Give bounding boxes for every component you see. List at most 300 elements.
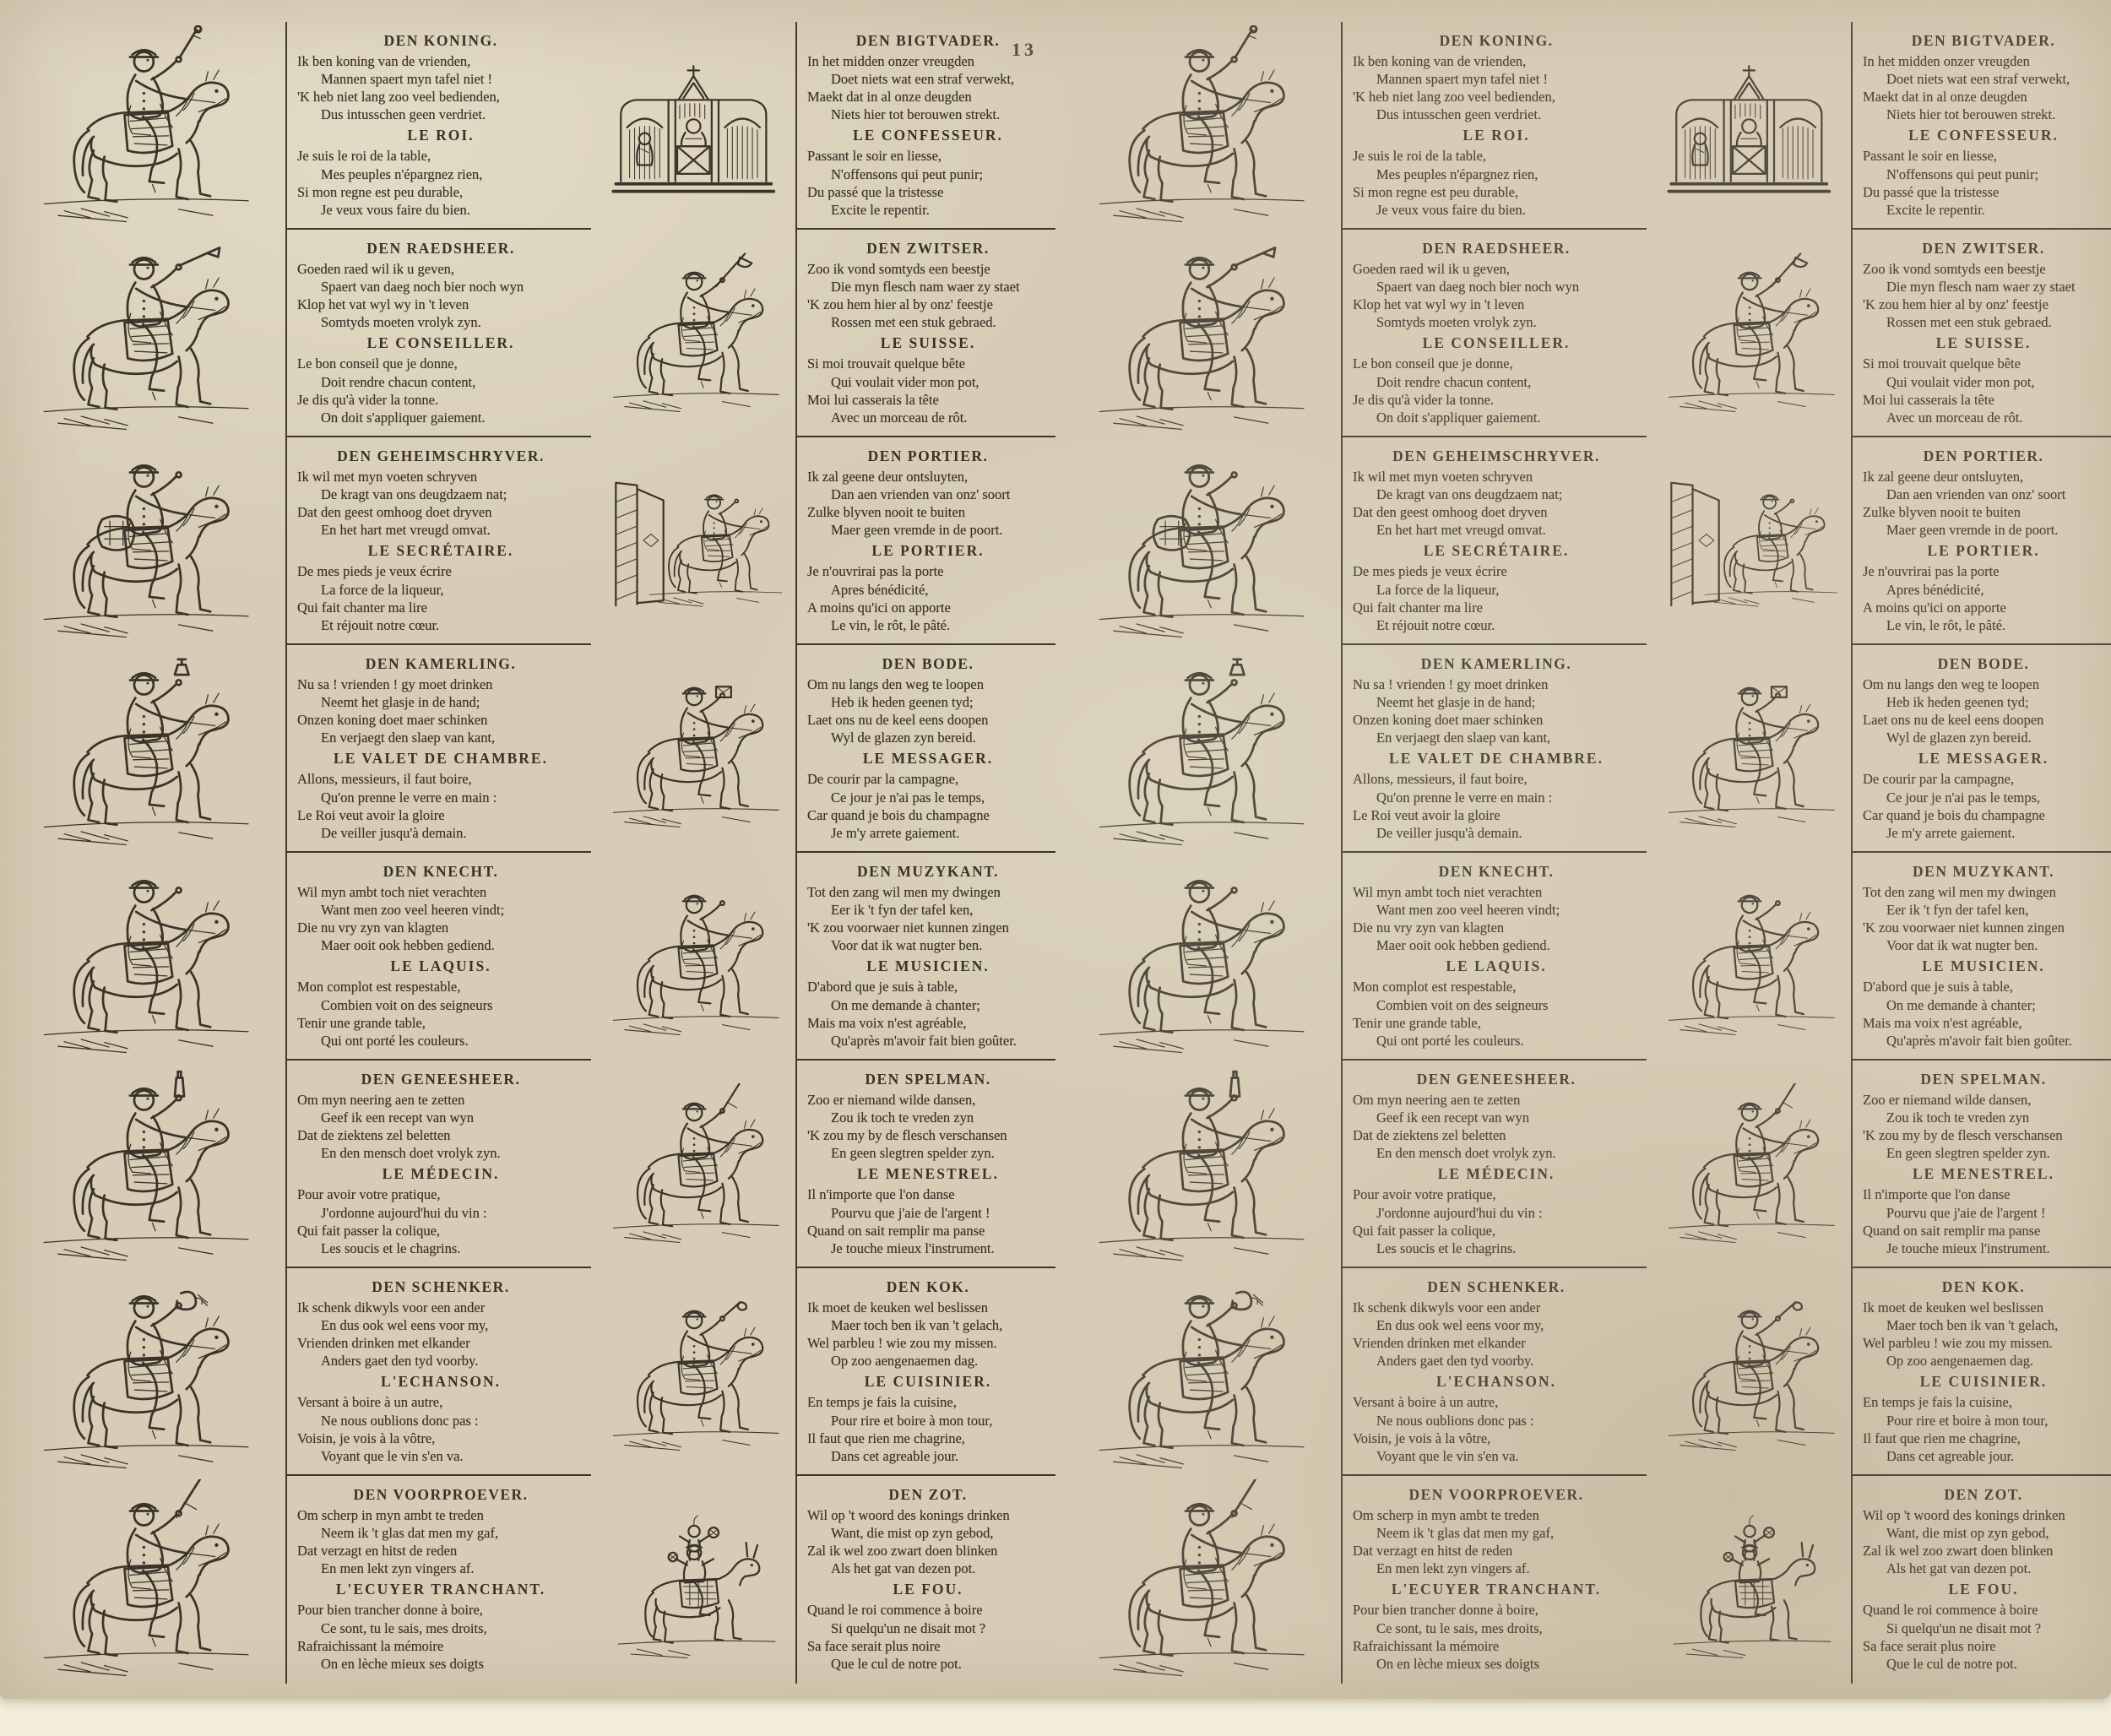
dutch-verse-line: Zou ik toch te vreden zyn: [1886, 1109, 2030, 1126]
dutch-verse-line: Dat verzagt en hitst de reden: [1353, 1543, 1513, 1560]
french-verse-line: Qu'on prenne le verre en main :: [321, 789, 497, 806]
dutch-verse-line: Anders gaet den tyd voorby.: [1376, 1353, 1534, 1370]
french-verse-line: Le bon conseil que je donne,: [1353, 355, 1513, 372]
dutch-title: DEN KAMERLING.: [365, 655, 517, 672]
dutch-verse-line: Ik schenk dikwyls voor een ander: [1353, 1299, 1541, 1316]
french-title: LE CONSEILLER.: [366, 334, 515, 352]
dutch-verse-line: En het hart met vreugd omvat.: [321, 522, 491, 539]
french-title: LE MESSAGER.: [862, 750, 994, 768]
french-verse-line: Je dis qu'à vider la tonne.: [1353, 391, 1495, 408]
french-verse-line: Pour rire et boire à mon tour,: [831, 1412, 993, 1429]
french-verse-line: On doit s'appliquer gaiement.: [321, 409, 486, 426]
french-verse-line: On me demande à chanter;: [831, 996, 980, 1013]
figure-counsellor-on-horseback: [0, 230, 285, 437]
french-verse-line: De veiller jusqu'à demain.: [321, 824, 467, 841]
french-verse-line: Qui fait passer la colique,: [1353, 1222, 1496, 1239]
dutch-title: DEN GEHEIMSCHRYVER.: [337, 448, 545, 464]
impression-right: [1056, 0, 2111, 1699]
french-verse-line: Quand le roi commence à boire: [807, 1602, 983, 1619]
verse-block-den-zwitser: [795, 230, 1056, 437]
dutch-title: DEN BIGTVADER.: [1911, 32, 2056, 49]
dutch-verse-line: Dat verzagt en hitst de reden: [297, 1543, 458, 1560]
french-verse-line: Si quelqu'un ne disait mot ?: [831, 1619, 986, 1636]
dutch-verse-line: En verjaegt den slaep van kant,: [321, 730, 496, 746]
french-verse-line: Car quand je bois du champagne: [807, 806, 990, 823]
french-verse-line: Pourvu que j'aie de l'argent !: [1886, 1204, 2046, 1221]
french-verse-line: D'abord que je suis à table,: [1863, 979, 2014, 995]
figure-messenger-on-horseback: [1647, 645, 1851, 853]
french-verse-line: Ce sont, tu le sais, mes droits,: [321, 1619, 487, 1636]
dutch-verse-line: Voor dat ik wat nugter ben.: [1886, 937, 2038, 954]
french-verse-line: Apres bénédicité,: [831, 581, 929, 598]
french-verse-line: Que le cul de notre pot.: [1886, 1655, 2017, 1672]
dutch-verse-line: 'K zou hem hier al by onz' feestje: [1863, 296, 2049, 313]
french-title: LE CUISINIER.: [1919, 1373, 2048, 1391]
verse-block-den-zwitser: [1851, 230, 2111, 437]
figure-servant-on-horseback: [0, 853, 285, 1061]
french-title: LE VALET DE CHAMBRE.: [1389, 750, 1604, 768]
french-verse-line: J'ordonne aujourd'hui du vin :: [1376, 1204, 1543, 1221]
french-verse-line: Il n'importe que l'on danse: [1863, 1186, 2011, 1203]
french-title: LE ROI.: [407, 127, 475, 144]
dutch-verse-line: In het midden onzer vreugden: [807, 53, 974, 69]
french-verse-line: Qui fait chanter ma lire: [297, 599, 427, 616]
french-verse-line: Avec un morceau de rôt.: [1886, 409, 2023, 426]
french-verse-line: De courir par la campagne,: [807, 771, 959, 788]
dutch-title: DEN BIGTVADER.: [855, 32, 1001, 49]
french-title: LE SUISSE.: [880, 334, 976, 352]
french-verse-line: D'abord que je suis à table,: [807, 979, 958, 995]
dutch-verse-line: Zoo er niemand wilde dansen,: [1863, 1092, 2032, 1108]
verse-block-den-bode: [1851, 645, 2111, 853]
french-verse-line: Si mon regne est peu durable,: [1353, 183, 1519, 200]
french-verse-line: Je suis le roi de la table,: [297, 148, 431, 165]
dutch-verse-line: Zal ik wel zoo zwart doen blinken: [807, 1543, 998, 1560]
dutch-verse-line: Niets hier tot berouwen strekt.: [1886, 106, 2056, 123]
french-verse-line: Tenir une grande table,: [297, 1014, 426, 1031]
french-title: L'ECUYER TRANCHANT.: [1391, 1581, 1602, 1598]
verse-block-den-knecht: [1341, 853, 1647, 1061]
dutch-verse-line: Mannen spaert myn tafel niet !: [1376, 71, 1548, 88]
french-title: L'ECUYER TRANCHANT.: [335, 1581, 546, 1598]
dutch-verse-line: Maer toch ben ik van 't gelach,: [831, 1317, 1003, 1334]
dutch-verse-line: Heb ik heden geenen tyd;: [831, 694, 974, 711]
figure-servant-on-horseback: [1056, 853, 1341, 1061]
dutch-verse-line: Doet niets wat een straf verwekt,: [1886, 71, 2070, 88]
dutch-verse-line: Wyl de glazen zyn bereid.: [831, 730, 976, 746]
dutch-verse-line: En geen slegtren spelder zyn.: [1886, 1145, 2050, 1162]
french-verse-line: Combien voit on des seigneurs: [1376, 996, 1549, 1013]
french-title: LE LAQUIS.: [390, 958, 491, 975]
dutch-verse-line: Wel parbleu ! wie zou my missen.: [1863, 1335, 2053, 1352]
dutch-verse-line: Geef ik een recept van wyn: [321, 1109, 474, 1126]
figure-confessional-booth: [1647, 22, 1851, 230]
verse-block-den-geheimschryver: [1341, 437, 1647, 645]
french-verse-line: Qui fait chanter ma lire: [1353, 599, 1483, 616]
dutch-verse-line: Dan aen vrienden van onz' soort: [831, 486, 1011, 503]
dutch-title: DEN KONING.: [383, 32, 498, 49]
dutch-verse-line: En het hart met vreugd omvat.: [1376, 522, 1546, 539]
french-verse-line: Pour bien trancher donne à boire,: [297, 1602, 483, 1619]
verse-block-den-raedsheer: [285, 230, 591, 437]
dutch-verse-line: Als het gat van dezen pot.: [831, 1560, 976, 1577]
french-verse-line: Il faut que rien me chagrine,: [1863, 1429, 2021, 1446]
french-verse-line: Et réjouit notre cœur.: [321, 616, 440, 633]
dutch-title: DEN VOORPROEVER.: [1408, 1486, 1584, 1503]
dutch-verse-line: Zoo ik vond somtyds een beestje: [1863, 261, 2046, 277]
figure-cook-on-horseback: [591, 1268, 795, 1476]
dutch-verse-line: Dat den geest omhoog doet dryven: [1353, 504, 1548, 521]
dutch-title: DEN KONING.: [1439, 32, 1554, 49]
dutch-verse-line: Dat de ziektens zel beletten: [297, 1127, 451, 1144]
french-verse-line: Je veux vous faire du bien.: [321, 201, 470, 218]
french-verse-line: Ne nous oublions donc pas :: [1376, 1412, 1534, 1429]
french-title: LE CONFESSEUR.: [853, 127, 1003, 144]
french-verse-line: Je m'y arrete gaiement.: [1886, 824, 2016, 841]
dutch-title: DEN ZWITSER.: [1922, 240, 2045, 257]
figure-cupbearer-on-horseback: [1056, 1268, 1341, 1476]
verse-block-den-schenker: [1341, 1268, 1647, 1476]
french-verse-line: Quand on sait remplir ma panse: [807, 1222, 985, 1239]
dutch-title: DEN PORTIER.: [867, 448, 989, 464]
dutch-title: DEN BODE.: [882, 655, 974, 672]
dutch-verse-line: Maekt dat in al onze deugden: [807, 89, 972, 106]
french-verse-line: Qu'on prenne le verre en main :: [1376, 789, 1553, 806]
french-verse-line: Mon complot est respestable,: [1353, 979, 1517, 995]
figure-chamberlain-on-horseback: [1056, 645, 1341, 853]
french-verse-line: Car quand je bois du champagne: [1863, 806, 2045, 823]
dutch-verse-line: Maer ooit ook hebben gediend.: [321, 937, 495, 954]
figure-secretary-on-horseback: [1056, 437, 1341, 645]
french-verse-line: Allons, messieurs, il faut boire,: [1353, 771, 1528, 788]
dutch-verse-line: Niets hier tot berouwen strekt.: [831, 106, 1001, 123]
dutch-verse-line: En verjaegt den slaep van kant,: [1376, 730, 1551, 746]
french-verse-line: Mais ma voix n'est agréable,: [807, 1014, 967, 1031]
dutch-title: DEN VOORPROEVER.: [353, 1486, 529, 1503]
french-verse-line: Moi lui casserais la tête: [1863, 391, 1994, 408]
verse-block-den-kamerling: [1341, 645, 1647, 853]
figure-fool-on-donkey: [1647, 1476, 1851, 1684]
figure-porter-at-gate: [591, 437, 795, 645]
dutch-verse-line: 'K heb niet lang zoo veel bedienden,: [297, 89, 500, 106]
french-verse-line: Excite le repentir.: [831, 201, 930, 218]
dutch-verse-line: 'K zou my by de flesch verschansen: [807, 1127, 1007, 1144]
dutch-title: DEN RAEDSHEER.: [366, 240, 515, 257]
dutch-verse-line: Zal ik wel zoo zwart doen blinken: [1863, 1543, 2054, 1560]
verse-block-den-muzykant: [795, 853, 1056, 1061]
french-title: L'ECHANSON.: [1435, 1373, 1557, 1391]
french-verse-line: Je n'ouvrirai pas la porte: [1863, 563, 2000, 580]
french-title: LE SUISSE.: [1935, 334, 2032, 352]
figure-carver-on-horseback: [0, 1476, 285, 1684]
french-verse-line: Qu'après m'avoir fait bien goûter.: [1886, 1032, 2072, 1049]
french-verse-line: Doit rendre chacun content,: [1376, 373, 1532, 390]
dutch-verse-line: Somtyds moeten vrolyk zyn.: [321, 314, 481, 331]
dutch-verse-line: Wil op 't woord des konings drinken: [1863, 1507, 2065, 1523]
dutch-verse-line: Wyl de glazen zyn bereid.: [1886, 730, 2032, 746]
french-verse-line: Et réjouit notre cœur.: [1376, 616, 1495, 633]
french-verse-line: Ce sont, tu le sais, mes droits,: [1376, 1619, 1543, 1636]
dutch-verse-line: Ik schenk dikwyls voor een ander: [297, 1299, 486, 1316]
dutch-verse-line: Om nu langs den weg te loopen: [1863, 676, 2039, 692]
dutch-title: DEN ZWITSER.: [866, 240, 990, 257]
dutch-verse-line: Maer geen vremde in de poort.: [1886, 522, 2059, 539]
dutch-verse-line: 'K zou voorwaer niet kunnen zingen: [1863, 920, 2065, 936]
french-verse-line: Je dis qu'à vider la tonne.: [297, 391, 439, 408]
french-title: LE MUSICIEN.: [866, 958, 990, 975]
french-verse-line: Qu'après m'avoir fait bien goûter.: [831, 1032, 1017, 1049]
verse-block-den-bigtvader: [1851, 22, 2111, 230]
figure-porter-at-gate: [1647, 437, 1851, 645]
dutch-verse-line: Neem ik 't glas dat men my gaf,: [1376, 1525, 1555, 1542]
dutch-verse-line: Op zoo aengenaemen dag.: [1886, 1353, 2034, 1370]
french-title: LE FOU.: [1948, 1581, 2019, 1598]
dutch-title: DEN PORTIER.: [1923, 448, 2044, 464]
verse-block-den-knecht: [285, 853, 591, 1061]
figure-fool-on-donkey: [591, 1476, 795, 1684]
french-verse-line: Tenir une grande table,: [1353, 1014, 1481, 1031]
figure-carver-on-horseback: [1056, 1476, 1341, 1684]
dutch-verse-line: En men lekt zyn vingers af.: [321, 1560, 475, 1577]
verse-block-den-kok: [1851, 1268, 2111, 1476]
dutch-verse-line: En geen slegtren spelder zyn.: [831, 1145, 995, 1162]
french-verse-line: Dans cet agreable jour.: [1886, 1447, 2015, 1464]
dutch-verse-line: Zulke blyven nooit te buiten: [807, 504, 965, 521]
dutch-verse-line: Maekt dat in al onze deugden: [1863, 89, 2027, 106]
french-verse-line: Passant le soir en liesse,: [1863, 148, 1998, 165]
french-title: LE MÉDECIN.: [382, 1165, 500, 1183]
french-verse-line: Sa face serait plus noire: [807, 1637, 941, 1654]
dutch-verse-line: En dus ook wel eens voor my,: [1376, 1317, 1544, 1334]
dutch-verse-line: Ik wil met myn voeten schryven: [1353, 469, 1533, 485]
french-verse-line: Qui voulait vider mon pot,: [831, 373, 980, 390]
dutch-verse-line: Goeden raed wil ik u geven,: [297, 261, 455, 277]
french-verse-line: Si quelqu'un ne disait mot ?: [1886, 1619, 2042, 1636]
dutch-verse-line: Rossen met een stuk gebraed.: [831, 314, 996, 331]
french-verse-line: Qui fait passer la colique,: [297, 1222, 441, 1239]
dutch-verse-line: Vrienden drinken met elkander: [297, 1335, 470, 1352]
verse-block-den-zot: [1851, 1476, 2111, 1684]
verse-block-den-spelman: [1851, 1061, 2111, 1268]
verse-block-den-portier: [1851, 437, 2111, 645]
french-verse-line: Qui ont porté les couleurs.: [1376, 1032, 1524, 1049]
dutch-verse-line: Doet niets wat een straf verwekt,: [831, 71, 1015, 88]
french-title: LE MENESTREL.: [1913, 1165, 2054, 1183]
page-number: 13: [1012, 39, 1037, 60]
dutch-verse-line: Want, die mist op zyn gebod,: [831, 1525, 994, 1542]
dutch-title: DEN KOK.: [886, 1278, 970, 1295]
french-verse-line: Pour bien trancher donne à boire,: [1353, 1602, 1538, 1619]
dutch-verse-line: Dus intusschen geen verdriet.: [321, 106, 486, 123]
french-verse-line: De courir par la campagne,: [1863, 771, 2015, 788]
dutch-title: DEN KAMERLING.: [1420, 655, 1572, 672]
figure-king-on-horseback: [1056, 22, 1341, 230]
dutch-verse-line: Maer geen vremde in de poort.: [831, 522, 1003, 539]
dutch-verse-line: Somtyds moeten vrolyk zyn.: [1376, 314, 1537, 331]
dutch-verse-line: Ik ben koning van de vrienden,: [1353, 53, 1527, 69]
dutch-verse-line: Maer ooit ook hebben gediend.: [1376, 937, 1550, 954]
dutch-title: DEN SPELMAN.: [1920, 1071, 2047, 1088]
dutch-title: DEN GENEESHEER.: [1416, 1071, 1576, 1088]
figure-cook-on-horseback: [1647, 1268, 1851, 1476]
french-verse-line: En temps je fais la cuisine,: [1863, 1394, 2012, 1411]
french-verse-line: Mes peuples n'épargnez rien,: [1376, 165, 1538, 182]
french-verse-line: Je veux vous faire du bien.: [1376, 201, 1526, 218]
dutch-verse-line: Ik zal geene deur ontsluyten,: [1863, 469, 2024, 485]
figure-king-on-horseback: [0, 22, 285, 230]
french-verse-line: Apres bénédicité,: [1886, 581, 1984, 598]
dutch-verse-line: Mannen spaert myn tafel niet !: [321, 71, 492, 88]
french-verse-line: Je n'ouvrirai pas la porte: [807, 563, 944, 580]
dutch-verse-line: Want men zoo veel heeren vindt;: [1376, 902, 1560, 919]
dutch-title: DEN RAEDSHEER.: [1422, 240, 1571, 257]
french-verse-line: Je touche mieux l'instrument.: [1886, 1240, 2050, 1256]
figure-cupbearer-on-horseback: [0, 1268, 285, 1476]
french-verse-line: Le vin, le rôt, le pâté.: [831, 616, 951, 633]
dutch-verse-line: Voor dat ik wat nugter ben.: [831, 937, 983, 954]
dutch-verse-line: 'K zou hem hier al by onz' feestje: [807, 296, 993, 313]
impression-left: [0, 0, 1056, 1699]
dutch-verse-line: Onzen koning doet maer schinken: [297, 712, 488, 729]
dutch-verse-line: Die myn flesch nam waer zy staet: [831, 279, 1020, 296]
dutch-verse-line: 'K heb niet lang zoo veel bedienden,: [1353, 89, 1555, 106]
verse-block-den-bode: [795, 645, 1056, 853]
dutch-verse-line: Heb ik heden geenen tyd;: [1886, 694, 2029, 711]
french-verse-line: Allons, messieurs, il faut boire,: [297, 771, 472, 788]
dutch-verse-line: Geef ik een recept van wyn: [1376, 1109, 1529, 1126]
french-verse-line: Voisin, je vois à la vôtre,: [297, 1429, 436, 1446]
french-verse-line: Je suis le roi de la table,: [1353, 148, 1487, 165]
dutch-verse-line: Om nu langs den weg te loopen: [807, 676, 984, 692]
dutch-verse-line: Wel parbleu ! wie zou my missen.: [807, 1335, 997, 1352]
french-verse-line: Je m'y arrete gaiement.: [831, 824, 960, 841]
dutch-verse-line: Wil myn ambt toch niet verachten: [1353, 884, 1543, 900]
french-verse-line: Mais ma voix n'est agréable,: [1863, 1014, 2022, 1031]
french-verse-line: La force de la liqueur,: [321, 581, 444, 598]
dutch-verse-line: Want men zoo veel heeren vindt;: [321, 902, 505, 919]
french-title: LE VALET DE CHAMBRE.: [334, 750, 548, 768]
french-verse-line: Excite le repentir.: [1886, 201, 1985, 218]
french-verse-line: Rafraichissant la mémoire: [297, 1637, 444, 1654]
dutch-verse-line: Rossen met een stuk gebraed.: [1886, 314, 2052, 331]
dutch-verse-line: 'K zou voorwaer niet kunnen zingen: [807, 920, 1009, 936]
french-title: LE MÉDECIN.: [1437, 1165, 1555, 1183]
figure-secretary-on-horseback: [0, 437, 285, 645]
figure-minstrel-on-horseback: [1647, 1061, 1851, 1268]
french-verse-line: Pour avoir votre pratique,: [297, 1186, 441, 1203]
figure-swiss-guard-on-horseback: [591, 230, 795, 437]
figure-physician-on-horseback: [1056, 1061, 1341, 1268]
french-title: LE SECRÉTAIRE.: [367, 542, 514, 560]
dutch-verse-line: Om myn neering aen te zetten: [1353, 1092, 1521, 1108]
dutch-verse-line: Goeden raed wil ik u geven,: [1353, 261, 1511, 277]
french-verse-line: A moins qu'ici on apporte: [1863, 599, 2006, 616]
dutch-verse-line: Spaert van daeg noch bier noch wyn: [1376, 279, 1580, 296]
dutch-verse-line: Wil op 't woord des konings drinken: [807, 1507, 1010, 1523]
french-verse-line: Ce jour je n'ai pas le temps,: [1886, 789, 2041, 806]
dutch-verse-line: Als het gat van dezen pot.: [1886, 1560, 2032, 1577]
dutch-title: DEN SCHENKER.: [372, 1278, 510, 1295]
french-title: LE LAQUIS.: [1446, 958, 1547, 975]
dutch-verse-line: Die nu vry zyn van klagten: [297, 920, 449, 936]
dutch-verse-line: Want, die mist op zyn gebod,: [1886, 1525, 2049, 1542]
french-title: LE FOU.: [893, 1581, 963, 1598]
verse-block-den-raedsheer: [1341, 230, 1647, 437]
dutch-verse-line: Om myn neering aen te zetten: [297, 1092, 465, 1108]
french-verse-line: Quand on sait remplir ma panse: [1863, 1222, 2041, 1239]
dutch-title: DEN KNECHT.: [383, 863, 499, 880]
dutch-title: DEN ZOT.: [888, 1486, 968, 1503]
french-title: LE CUISINIER.: [864, 1373, 992, 1391]
french-verse-line: Pour rire et boire à mon tour,: [1886, 1412, 2049, 1429]
verse-block-den-zot: [795, 1476, 1056, 1684]
dutch-title: DEN BODE.: [1937, 655, 2030, 672]
dutch-verse-line: Laet ons nu de keel eens doopen: [807, 712, 989, 729]
french-verse-line: Si moi trouvait quelque bête: [1863, 355, 2021, 372]
french-verse-line: Du passé que la tristesse: [1863, 183, 2000, 200]
verse-block-den-kok: [795, 1268, 1056, 1476]
dutch-verse-line: Spaert van daeg noch bier noch wyn: [321, 279, 524, 296]
french-verse-line: Sa face serait plus noire: [1863, 1637, 1996, 1654]
french-verse-line: Ce jour je n'ai pas le temps,: [831, 789, 985, 806]
dutch-verse-line: Maer toch ben ik van 't gelach,: [1886, 1317, 2059, 1334]
dutch-verse-line: Dan aen vrienden van onz' soort: [1886, 486, 2066, 503]
verse-block-den-schenker: [285, 1268, 591, 1476]
dutch-title: DEN KOK.: [1941, 1278, 2026, 1295]
french-verse-line: De veiller jusqu'à demain.: [1376, 824, 1522, 841]
verse-block-den-koning: [285, 22, 591, 230]
french-verse-line: A moins qu'ici on apporte: [807, 599, 951, 616]
dutch-verse-line: Ik moet de keuken wel beslissen: [807, 1299, 988, 1316]
french-verse-line: La force de la liqueur,: [1376, 581, 1500, 598]
dutch-verse-line: Neemt het glasje in de hand;: [321, 694, 480, 711]
dutch-verse-line: Ik moet de keuken wel beslissen: [1863, 1299, 2043, 1316]
french-verse-line: N'offensons qui peut punir;: [831, 165, 984, 182]
verse-block-den-voorproever: [285, 1476, 591, 1684]
verse-block-den-muzykant: [1851, 853, 2111, 1061]
french-verse-line: De mes pieds je veux écrire: [297, 563, 452, 580]
dutch-verse-line: In het midden onzer vreugden: [1863, 53, 2030, 69]
french-title: LE PORTIER.: [871, 542, 985, 560]
french-verse-line: Versant à boire à un autre,: [297, 1394, 443, 1411]
french-verse-line: Du passé que la tristesse: [807, 183, 944, 200]
dutch-verse-line: Anders gaet den tyd voorby.: [321, 1353, 479, 1370]
dutch-verse-line: Zoo er niemand wilde dansen,: [807, 1092, 976, 1108]
verse-block-den-geneesheer: [1341, 1061, 1647, 1268]
french-title: LE MESSAGER.: [1918, 750, 2049, 768]
dutch-verse-line: Zulke blyven nooit te buiten: [1863, 504, 2021, 521]
figure-counsellor-on-horseback: [1056, 230, 1341, 437]
figure-musician-on-horseback: [591, 853, 795, 1061]
french-verse-line: Si mon regne est peu durable,: [297, 183, 464, 200]
french-verse-line: Versant à boire à un autre,: [1353, 1394, 1499, 1411]
dutch-verse-line: Ik zal geene deur ontsluyten,: [807, 469, 969, 485]
dutch-title: DEN SCHENKER.: [1427, 1278, 1566, 1295]
french-verse-line: Voisin, je vois à la vôtre,: [1353, 1429, 1491, 1446]
figure-chamberlain-on-horseback: [0, 645, 285, 853]
french-verse-line: Le Roi veut avoir la gloire: [1353, 806, 1500, 823]
french-verse-line: Combien voit on des seigneurs: [321, 996, 493, 1013]
dutch-verse-line: Om scherp in myn ambt te treden: [297, 1507, 484, 1523]
french-verse-line: Les soucis et le chagrins.: [321, 1240, 461, 1256]
french-verse-line: Mes peuples n'épargnez rien,: [321, 165, 483, 182]
dutch-verse-line: Tot den zang wil men my dwingen: [1863, 884, 2056, 900]
verse-block-den-portier: [795, 437, 1056, 645]
verse-block-den-spelman: [795, 1061, 1056, 1268]
dutch-verse-line: Klop het vat wyl wy in 't leven: [1353, 296, 1525, 313]
dutch-verse-line: Dus intusschen geen verdriet.: [1376, 106, 1542, 123]
french-title: LE PORTIER.: [1927, 542, 2040, 560]
